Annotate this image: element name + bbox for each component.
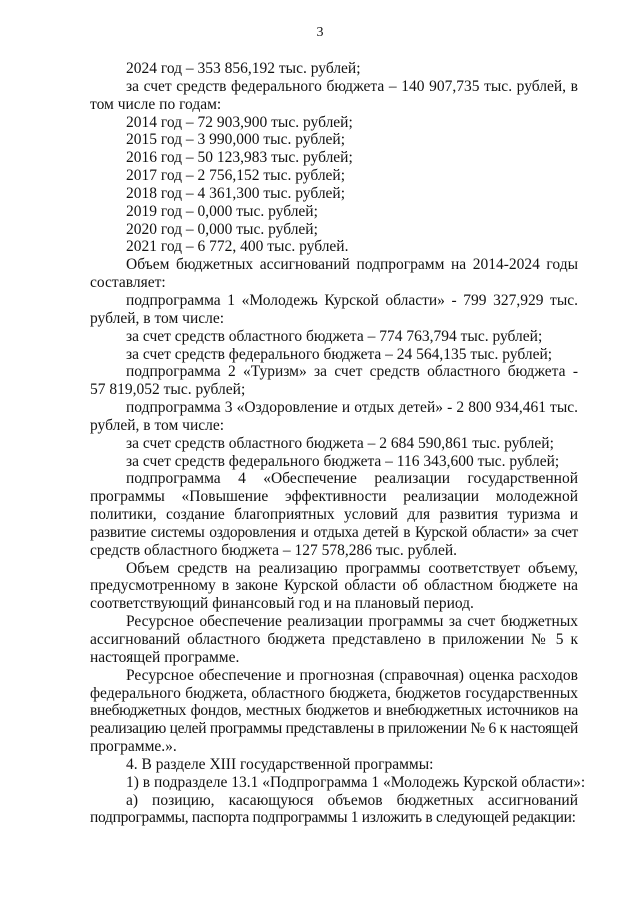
text-line: Ресурсное обеспечение реализации программы за счет бюджетных <box>126 613 578 631</box>
text-line: программе.». <box>90 738 177 756</box>
text-line: за счет средств федерального бюджета – 24 564,135 тыс. рублей; <box>126 345 553 363</box>
text-line: 2021 год – 6 772, 400 тыс. рублей. <box>126 238 349 256</box>
text-line: ассигнований областного бюджета представлено в приложении № 5 к <box>90 631 578 648</box>
text-line: 2017 год – 2 756,152 тыс. рублей; <box>126 167 346 185</box>
text-line: за счет средств федерального бюджета – 116 343,600 тыс. рублей; <box>126 452 560 470</box>
text-line: 4. В разделе XIII государственной программы: <box>126 755 434 773</box>
text-line: а) позицию, касающуюся объемов бюджетных ассигнований <box>126 791 578 809</box>
text-line: настоящей программе. <box>90 648 240 666</box>
page-number: 3 <box>316 25 324 40</box>
text-line: соответствующий финансовый год и на плановый период. <box>90 595 474 613</box>
text-line: 2018 год – 4 361,300 тыс. рублей; <box>126 184 346 202</box>
text-line: 1) в подразделе 13.1 «Подпрограмма 1 «Молодежь Курской области»: <box>126 773 586 791</box>
text-line: политики, создание благоприятных условий для развития туризма и <box>90 506 578 524</box>
text-line: развитие системы оздоровления и отдыха детей в Курской области» за счет <box>90 523 578 541</box>
text-line: подпрограмма 3 «Оздоровление и отдых детей» - 2 800 934,461 тыс. <box>126 399 578 417</box>
text-line: реализацию целей программы представлены в приложении № 6 к настоящей <box>90 720 578 738</box>
text-line: федерального бюджета, областного бюджета, бюджетов государственных <box>90 684 578 702</box>
text-line: программы «Повышение эффективности реализации молодежной <box>90 488 578 506</box>
text-line: 2016 год – 50 123,983 тыс. рублей; <box>126 149 353 167</box>
text-line: подпрограмма 1 «Молодежь Курской области» - 799 327,929 тыс. <box>126 291 578 309</box>
text-line: Объем средств на реализацию программы соответствует объему, <box>126 559 578 577</box>
text-line: 2014 год – 72 903,900 тыс. рублей; <box>126 113 353 131</box>
text-line: 2020 год – 0,000 тыс. рублей; <box>126 220 318 238</box>
text-line: за счет средств областного бюджета – 774 763,794 тыс. рублей; <box>126 327 543 345</box>
text-line: Объем бюджетных ассигнований подпрограмм на 2014-2024 годы <box>126 256 578 274</box>
text-line: 2024 год – 353 856,192 тыс. рублей; <box>126 60 361 77</box>
text-line: 57 819,052 тыс. рублей; <box>90 381 246 399</box>
text-line: 2019 год – 0,000 тыс. рублей; <box>126 202 318 220</box>
text-line: за счет средств областного бюджета – 2 684 590,861 тыс. рублей; <box>126 434 554 452</box>
text-line: том числе по годам: <box>90 95 222 113</box>
text-line: за счет средств федерального бюджета – 140 907,735 тыс. рублей, в <box>126 77 578 95</box>
text-line: 2015 год – 3 990,000 тыс. рублей; <box>126 131 346 149</box>
text-line: внебюджетных фондов, местных бюджетов и внебюджетных источников на <box>90 702 578 720</box>
text-line: рублей, в том числе: <box>90 416 225 434</box>
text-line: подпрограмма 2 «Туризм» за счет средств областного бюджета - <box>126 363 578 381</box>
text-line: Ресурсное обеспечение и прогнозная (справочная) оценка расходов <box>126 666 578 684</box>
text-line: средств областного бюджета – 127 578,286 тыс. рублей. <box>90 541 458 559</box>
text-line: подпрограмма 4 «Обеспечение реализации государственной <box>126 470 578 488</box>
text-line: предусмотренному в законе Курской области об областном бюджете на <box>90 577 578 595</box>
text-line: составляет: <box>90 274 166 292</box>
text-line: рублей, в том числе: <box>90 309 225 327</box>
document-body <box>90 60 586 827</box>
text-line: подпрограммы, паспорта подпрограммы 1 изложить в следующей редакции: <box>90 809 576 827</box>
